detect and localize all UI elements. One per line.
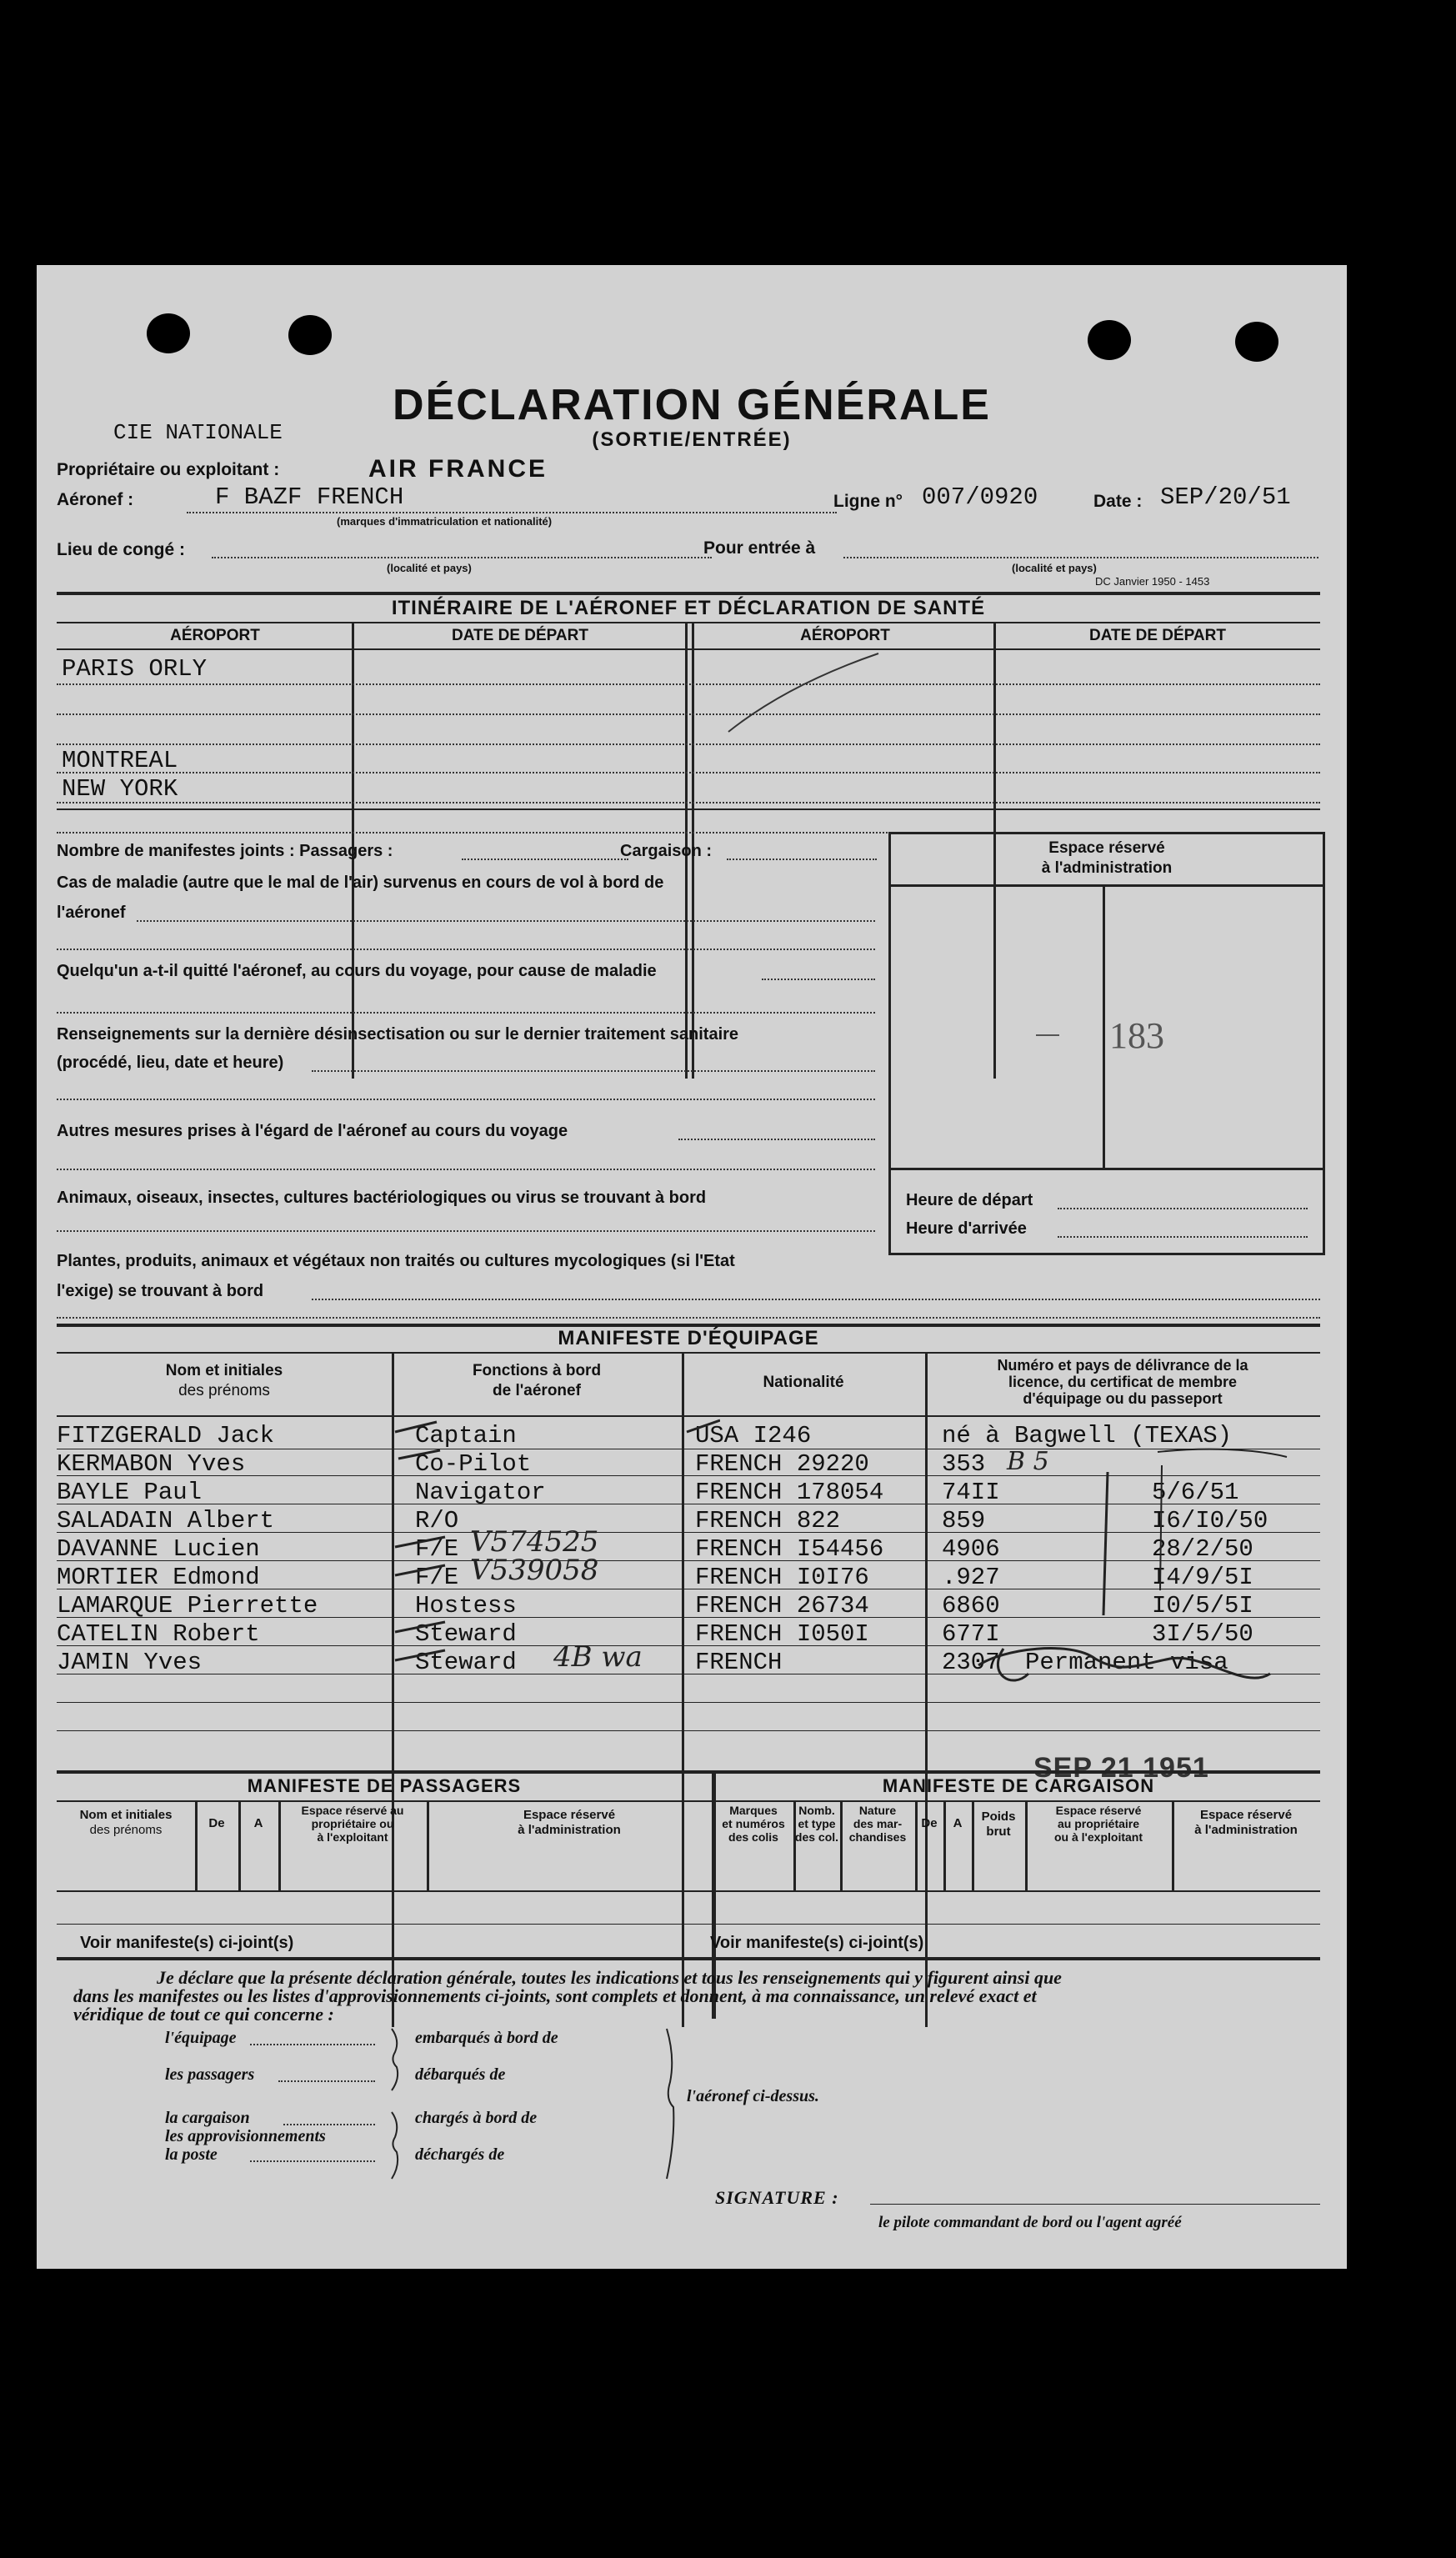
fill-line (57, 1317, 1320, 1319)
itinerary-row-line (57, 683, 1320, 685)
crew-name: SALADAIN Albert (57, 1507, 275, 1534)
stamp-number: 183 (1109, 1015, 1164, 1056)
crew-function: Hostess (415, 1592, 517, 1619)
col-crew-name: Nom et initiales (165, 1362, 283, 1379)
crew-nationality: FRENCH 822 (695, 1507, 841, 1534)
itinerary-row-line (57, 713, 1320, 715)
entry-label: Pour entrée à (703, 538, 816, 558)
illness-label: Cas de maladie (autre que le mal de l'air) survenus en cours de vol à bord de (57, 874, 664, 892)
crew-nationality: FRENCH (695, 1649, 783, 1676)
departure-place-label: Lieu de congé : (57, 540, 186, 559)
crew-nationality: FRENCH I050I (695, 1620, 869, 1648)
crew-date: 28/2/50 (1152, 1535, 1253, 1563)
crew-manifest-title: MANIFESTE D'ÉQUIPAGE (558, 1327, 819, 1349)
fill-line (57, 949, 875, 950)
aircraft-line (187, 512, 837, 513)
fill-line (312, 1299, 1320, 1300)
crew-function: F/E (415, 1564, 459, 1591)
decl-embarked: embarqués à bord de (415, 2029, 558, 2047)
departure-place-note: (localité et pays) (387, 562, 472, 574)
col-divider (195, 1800, 198, 1890)
fill-line (312, 1070, 875, 1072)
crew-license: 6860 (942, 1592, 1000, 1619)
col-crew-function: Fonctions à bord (472, 1362, 602, 1379)
col-crew-name-2: des prénoms (178, 1382, 270, 1399)
fill-line (727, 859, 877, 860)
crew-function: F/E (415, 1535, 459, 1563)
decl-supplies: les approvisionnements (165, 2127, 326, 2145)
col-crew-nationality: Nationalité (763, 1374, 844, 1391)
aircraft-label: Aéronef : (57, 490, 134, 509)
divider (57, 1800, 1320, 1802)
disinsect-label: Renseignements sur la dernière désinsectisation ou sur le dernier traitement sanitaire (57, 1025, 739, 1044)
line-label: Ligne n° (833, 492, 903, 511)
col-cargo-marks-3: des colis (728, 1830, 778, 1844)
crew-function: Navigator (415, 1479, 546, 1506)
fill-line (462, 859, 628, 860)
declaration-text-2: dans les manifestes ou les listes d'approvisionnements ci-joints, sont complets et donnent, à ma connaissance, un relevé exact et (73, 1985, 1037, 2006)
disinsect-label-2: (procédé, lieu, date et heure) (57, 1054, 284, 1072)
crew-name: MORTIER Edmond (57, 1564, 260, 1591)
crew-license: 859 (942, 1507, 986, 1534)
col-cargo-admin-2: à l'administration (1194, 1823, 1298, 1837)
dash-mark (1036, 1034, 1059, 1036)
col-pax-to: A (253, 1816, 263, 1830)
crew-license: 74II (942, 1479, 1000, 1506)
crew-name: JAMIN Yves (57, 1649, 203, 1676)
crew-nationality: USA I246 (695, 1422, 812, 1449)
col-cargo-weight: Poids (981, 1810, 1016, 1824)
col-pax-admin: Espace réservé (523, 1808, 616, 1822)
cargo-see-attached: Voir manifeste(s) ci-joint(s) (710, 1934, 924, 1952)
crew-name: BAYLE Paul (57, 1479, 203, 1506)
col-divider (915, 1800, 918, 1890)
illness-label-2: l'aéronef (57, 904, 126, 922)
col-pax-name: Nom et initiales (79, 1808, 173, 1822)
col-cargo-marks: Marques (729, 1804, 778, 1817)
col-pax-owner-2: propriétaire ou (311, 1817, 394, 1830)
fill-line (1058, 1236, 1308, 1238)
divider (57, 1957, 1320, 1960)
crew-date: 5/6/51 (1152, 1479, 1239, 1506)
line-value: 007/0920 (922, 483, 1038, 511)
animals-label: Animaux, oiseaux, insectes, cultures bactériologiques ou virus se trouvant à bord (57, 1189, 707, 1207)
passenger-see-attached: Voir manifeste(s) ci-joint(s) (80, 1934, 294, 1952)
col-cargo-owner-2: au propriétaire (1057, 1817, 1140, 1830)
signer-note: le pilote commandant de bord ou l'agent agréé (878, 2214, 1182, 2231)
col-cargo-nature-2: des mar- (853, 1817, 903, 1830)
fill-line (1058, 1208, 1308, 1209)
col-crew-license: Numéro et pays de délivrance de la (997, 1357, 1248, 1374)
crew-name: DAVANNE Lucien (57, 1535, 260, 1563)
crew-function: Co-Pilot (415, 1450, 532, 1478)
col-cargo-to: A (953, 1816, 963, 1830)
crew-name: FITZGERALD Jack (57, 1422, 275, 1449)
divider (891, 884, 1323, 887)
col-cargo-weight-2: brut (986, 1825, 1011, 1839)
crew-nationality: FRENCH 178054 (695, 1479, 884, 1506)
divider (57, 808, 1320, 810)
crew-license: 677I (942, 1620, 1000, 1648)
crew-nationality: FRENCH 26734 (695, 1592, 869, 1619)
crew-name: CATELIN Robert (57, 1620, 260, 1648)
pencil-mark (720, 648, 887, 740)
fill-line (57, 1169, 875, 1170)
aircraft-note: (marques d'immatriculation et nationalité) (337, 515, 553, 528)
handwritten-note: 4B wa (553, 1640, 643, 1674)
col-divider (1103, 884, 1105, 1168)
plants-label-2: l'exige) se trouvant à bord (57, 1282, 264, 1300)
col-pax-from: De (208, 1816, 225, 1830)
fill-line (762, 979, 875, 980)
airport-2: MONTREAL (62, 747, 178, 774)
col-crew-function-2: de l'aéronef (493, 1382, 581, 1399)
punch-hole (1235, 322, 1278, 362)
divider (57, 1352, 1320, 1354)
aircraft-value: F BAZF FRENCH (215, 483, 404, 511)
pencil-marks (953, 1440, 1320, 1740)
crew-name: LAMARQUE Pierrette (57, 1592, 318, 1619)
col-divider (943, 1800, 946, 1890)
manifests-label: Nombre de manifestes joints : Passagers : (57, 842, 393, 860)
crew-function: Steward (415, 1649, 517, 1676)
signature-line (870, 2204, 1320, 2205)
itinerary-row-line (57, 802, 1320, 803)
crew-date: I6/I0/50 (1152, 1507, 1268, 1534)
col-divider (925, 1352, 928, 2027)
col-crew-license-3: d'équipage ou du passeport (1023, 1390, 1223, 1407)
decl-passengers: les passagers (165, 2065, 255, 2084)
airport-1: PARIS ORLY (62, 655, 208, 683)
date-label: Date : (1093, 492, 1143, 511)
form-subtitle: (SORTIE/ENTRÉE) (592, 428, 792, 451)
signature-label: SIGNATURE : (715, 2187, 839, 2208)
fill-line (250, 2044, 375, 2045)
punch-hole (288, 315, 332, 355)
col-cargo-owner-3: ou à l'exploitant (1053, 1830, 1143, 1844)
entry-note: (localité et pays) (1012, 562, 1097, 574)
col-cargo-count-3: des col. (794, 1830, 839, 1844)
decl-loaded: chargés à bord de (415, 2109, 538, 2127)
col-cargo-admin: Espace réservé (1199, 1808, 1293, 1822)
col-cargo-from: De (921, 1816, 938, 1830)
crew-license: 2307 (942, 1649, 1000, 1676)
col-airport: AÉROPORT (800, 627, 890, 644)
fill-line (250, 2160, 375, 2162)
departure-place-line (212, 557, 712, 558)
fill-line (57, 1230, 875, 1232)
divider (891, 1168, 1323, 1170)
decl-unloaded: déchargés de (415, 2145, 505, 2164)
crew-license: 353 (942, 1450, 986, 1478)
col-cargo-marks-2: et numéros (722, 1817, 785, 1830)
entry-line (843, 557, 1318, 558)
col-divider (238, 1800, 241, 1890)
left-aircraft-label: Quelqu'un a-t-il quitté l'aéronef, au cours du voyage, pour cause de maladie (57, 962, 657, 980)
col-cargo-count: Nomb. (798, 1804, 835, 1817)
declaration-form (37, 265, 1347, 2269)
divider (57, 1890, 1320, 1892)
punch-hole (147, 313, 190, 353)
owner-label: Propriétaire ou exploitant : (57, 460, 280, 479)
divider (57, 648, 1320, 650)
divider (57, 1770, 1320, 1774)
col-cargo-nature: Nature (858, 1804, 897, 1817)
col-pax-admin-2: à l'administration (518, 1823, 621, 1837)
col-crew-license-2: licence, du certificat de membre (1008, 1374, 1238, 1390)
divider (57, 592, 1320, 595)
crew-license: 4906 (942, 1535, 1000, 1563)
divider (57, 622, 1320, 623)
fill-line (57, 1012, 875, 1014)
crew-date: I0/5/5I (1152, 1592, 1253, 1619)
crew-nationality: FRENCH 29220 (695, 1450, 869, 1478)
admin-reserved-box (888, 832, 1325, 1255)
declaration-braces (387, 2024, 687, 2190)
col-cargo-owner: Espace réservé (1055, 1804, 1142, 1817)
departure-time-label: Heure de départ (906, 1191, 1033, 1209)
crew-function: Captain (415, 1422, 517, 1449)
other-measures-label: Autres mesures prises à l'égard de l'aéronef au cours du voyage (57, 1122, 568, 1140)
col-cargo-nature-3: chandises (848, 1830, 907, 1844)
plants-label: Plantes, produits, animaux et végétaux non traités ou cultures mycologiques (si l'Etat (57, 1252, 735, 1270)
crew-nationality: FRENCH I0I76 (695, 1564, 869, 1591)
divider (57, 1924, 1320, 1925)
col-departure-date: DATE DE DÉPART (1089, 627, 1226, 644)
pencil-ticks (370, 1415, 720, 1682)
crew-date: Permanent visa (1025, 1649, 1228, 1676)
crew-function: R/O (415, 1507, 459, 1534)
punch-hole (1088, 320, 1131, 360)
col-pax-owner-3: à l'exploitant (317, 1830, 388, 1844)
col-cargo-count-2: et type (798, 1817, 836, 1830)
itinerary-title: ITINÉRAIRE DE L'AÉRONEF ET DÉCLARATION DE SANTÉ (391, 597, 986, 619)
col-departure-date: DATE DE DÉPART (452, 627, 588, 644)
arrival-time-label: Heure d'arrivée (906, 1219, 1027, 1238)
fill-line (278, 2080, 375, 2082)
fill-line (57, 1099, 875, 1100)
admin-box-title-2: à l'administration (1041, 859, 1173, 877)
form-reference: DC Janvier 1950 - 1453 (1095, 575, 1210, 588)
decl-disembarked: débarqués de (415, 2065, 506, 2084)
handwritten-note: B 5 (1007, 1447, 1049, 1476)
cargo-manifest-title: MANIFESTE DE CARGAISON (882, 1775, 1155, 1796)
fill-line (283, 2124, 375, 2125)
decl-mail: la poste (165, 2145, 218, 2164)
crew-license: né à Bagwell (TEXAS) (942, 1422, 1233, 1449)
admin-box-title: Espace réservé (1048, 839, 1165, 857)
handwritten-license: V539058 (470, 1554, 599, 1587)
date-value: SEP/20/51 (1160, 483, 1291, 511)
crew-date: I4/9/5I (1152, 1564, 1253, 1591)
decl-aircraft-above: l'aéronef ci-dessus. (687, 2087, 819, 2105)
crew-license: .927 (942, 1564, 1000, 1591)
owner-value: AIR FRANCE (368, 455, 548, 483)
crew-date: 3I/5/50 (1152, 1620, 1253, 1648)
date-stamp: SEP 21 1951 (1033, 1752, 1209, 1784)
itinerary-row-line (57, 772, 1320, 773)
airport-3: NEW YORK (62, 775, 178, 803)
company-stamp: CIE NATIONALE (113, 420, 283, 445)
cargo-label: Cargaison : (620, 842, 713, 860)
col-pax-owner: Espace réservé au (301, 1804, 404, 1817)
col-airport: AÉROPORT (170, 627, 260, 644)
declaration-text-3: véridique de tout ce qui concerne : (73, 2004, 334, 2025)
crew-function: Steward (415, 1620, 517, 1648)
crew-name: KERMABON Yves (57, 1450, 246, 1478)
handwritten-license: V574525 (470, 1525, 599, 1559)
form-title: DÉCLARATION GÉNÉRALE (393, 381, 991, 429)
decl-cargo: la cargaison (165, 2109, 250, 2127)
col-pax-name-2: des prénoms (89, 1823, 163, 1837)
decl-crew: l'équipage (165, 2029, 237, 2047)
itinerary-row-line (57, 743, 1320, 745)
fill-line (137, 920, 875, 922)
declaration-text: Je déclare que la présente déclaration générale, toutes les indications et tous les renseignements qui y figurent ainsi que (157, 1967, 1062, 1988)
passenger-manifest-title: MANIFESTE DE PASSAGERS (247, 1775, 522, 1796)
fill-line (678, 1139, 875, 1140)
crew-nationality: FRENCH I54456 (695, 1535, 884, 1563)
